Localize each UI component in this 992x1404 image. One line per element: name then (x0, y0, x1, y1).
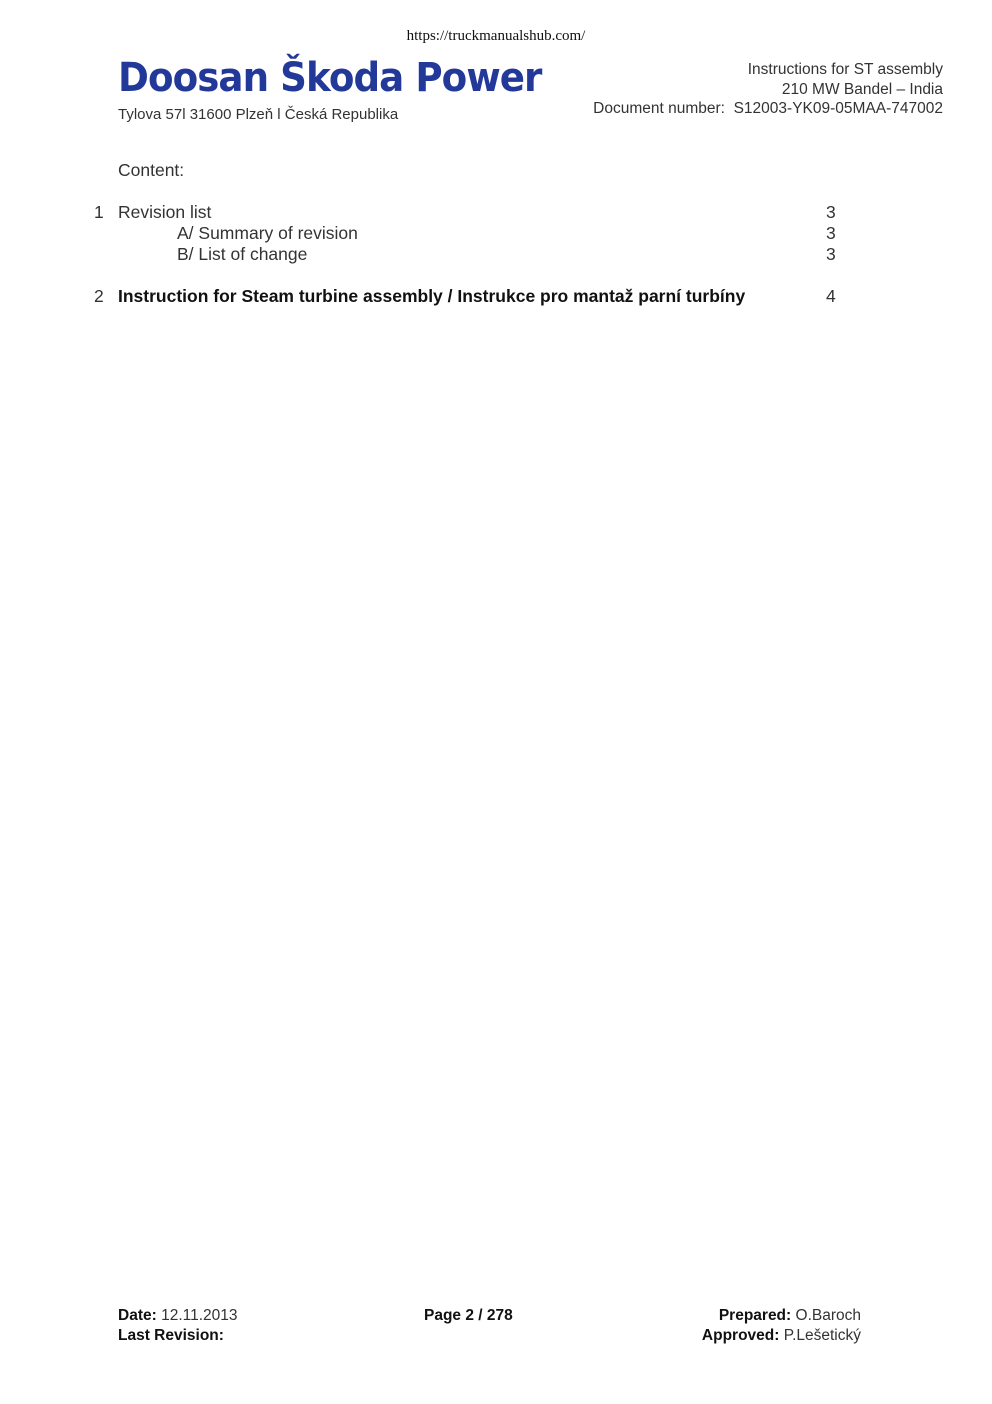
document-info (593, 60, 943, 119)
toc-page: 3 (826, 244, 836, 264)
toc-entry-list-of-change (0, 244, 992, 265)
toc-label: Revision list (118, 202, 212, 222)
toc-entry-summary-of-revision (0, 223, 992, 244)
toc-label: A/ Summary of revision (177, 223, 358, 243)
source-url: https://truckmanualshub.com/ (406, 28, 586, 44)
toc-number: 1 (94, 202, 104, 222)
footer-date-block (118, 1306, 238, 1345)
approved-by: P.Lešetický (783, 1326, 861, 1344)
date-label: Date: (118, 1307, 157, 1324)
date-value: 12.11.2013 (161, 1307, 238, 1324)
toc-page: 3 (826, 202, 836, 222)
content-heading: Content: (118, 160, 185, 180)
toc-label: B/ List of change (177, 244, 308, 264)
document-number-line (593, 99, 943, 119)
prepared-label: Prepared: (718, 1307, 792, 1324)
toc-entry-revision-list (0, 202, 992, 223)
project-name: 210 MW Bandel – India (781, 80, 943, 98)
document-title: Instructions for ST assembly (747, 61, 943, 78)
document-number-label: Document number: (593, 100, 725, 117)
toc-page: 4 (826, 286, 836, 306)
company-logo: Doosan Škoda Power (118, 55, 542, 101)
last-revision-label: Last Revision: (118, 1326, 224, 1344)
approved-label: Approved: (701, 1326, 780, 1344)
company-address: Tylova 57l 31600 Plzeň l Česká Republika (118, 106, 399, 123)
document-number: S12003-YK09-05MAA-747002 (733, 100, 943, 117)
toc-page: 3 (826, 223, 836, 243)
toc-label: Instruction for Steam turbine assembly / Instrukce pro mantaž parní turbíny (118, 286, 746, 306)
toc-entry-steam-turbine-assembly (0, 286, 992, 307)
prepared-by: O.Baroch (795, 1307, 861, 1324)
footer-signoff-block (702, 1306, 861, 1345)
toc-number: 2 (94, 286, 104, 306)
page-number: Page 2 / 278 (424, 1307, 513, 1324)
